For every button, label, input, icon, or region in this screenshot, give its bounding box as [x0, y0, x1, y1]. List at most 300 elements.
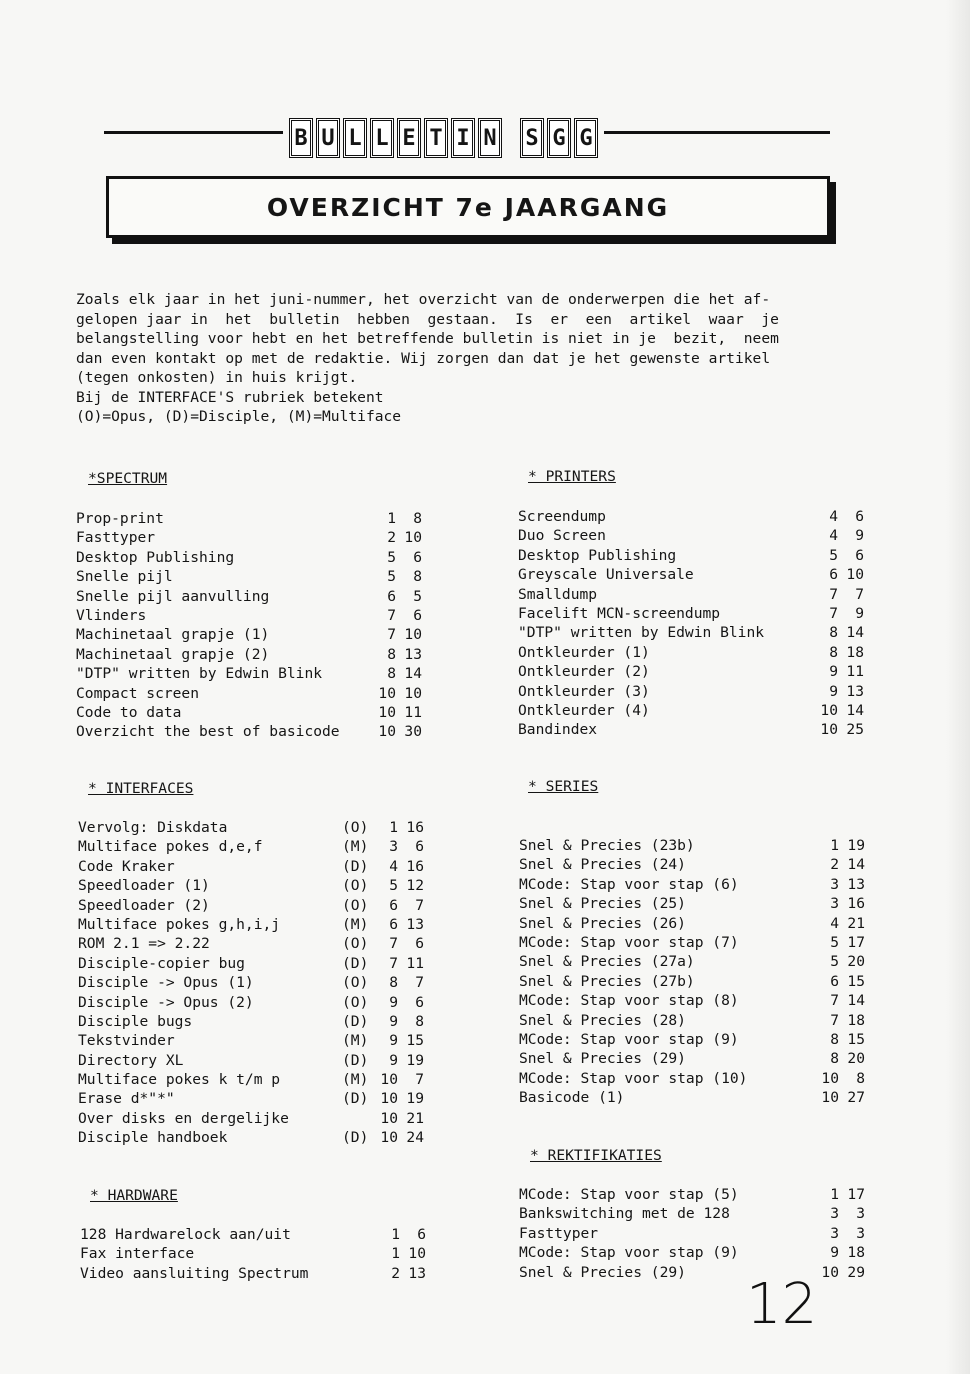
intro-line: Zoals elk jaar in het juni-nummer, het overzicht van de onderwerpen die het af-: [76, 291, 771, 308]
article-title: MCode: Stap voor stap (5): [519, 1186, 739, 1203]
issue-number: 10: [820, 701, 838, 719]
index-row: [519, 1243, 869, 1262]
issue-number: 1: [830, 837, 839, 854]
issue-number: 4: [829, 527, 838, 545]
page-ref: 10: [404, 626, 422, 644]
article-title: Smalldump: [518, 585, 598, 603]
article-title: Desktop Publishing: [76, 548, 235, 566]
article-title: Desktop Publishing: [518, 546, 677, 564]
index-row: [518, 565, 868, 584]
issue-number: 10: [380, 1129, 398, 1147]
issue-number: 8: [830, 1030, 839, 1048]
index-row: [76, 625, 436, 644]
issue-number: 10: [821, 1263, 839, 1281]
intro-line: (O)=Opus, (D)=Disciple, (M)=Multiface: [76, 408, 402, 425]
article-title: Facelift MCN-screendump: [518, 604, 721, 622]
section-heading-interfaces: * INTERFACES: [88, 780, 194, 797]
index-row: [80, 1244, 440, 1263]
page-ref: 29: [847, 1263, 865, 1281]
page-ref: 6: [855, 508, 864, 525]
issue-number: 8: [387, 645, 396, 663]
article-title: Multiface pokes k t/m p: [78, 1071, 281, 1089]
page-ref: 3: [856, 1224, 865, 1242]
issue-number: 5: [387, 568, 396, 586]
section-heading-hardware: * HARDWARE: [90, 1187, 178, 1204]
index-row: [78, 1012, 438, 1031]
logo-letter: I: [451, 118, 475, 158]
article-title: MCode: Stap voor stap (6): [519, 875, 739, 893]
section-list-hardware: [80, 1225, 440, 1283]
index-row: [518, 720, 868, 739]
interface-code: (D): [342, 1012, 369, 1030]
issue-number: 8: [389, 974, 398, 992]
index-row: [78, 1089, 438, 1108]
page-ref: 19: [406, 1090, 424, 1108]
issue-number: 4: [830, 914, 839, 932]
page-ref: 16: [406, 819, 424, 836]
index-row: [80, 1225, 440, 1244]
article-title: Snel & Precies (28): [519, 1011, 686, 1029]
page-ref: 17: [847, 1186, 865, 1203]
article-title: Snel & Precies (27b): [519, 972, 695, 990]
issue-number: 1: [389, 819, 398, 836]
issue-number: 5: [830, 933, 839, 951]
article-title: Ontkleurder (1): [518, 643, 650, 661]
page-ref: 16: [406, 857, 424, 875]
article-title: Ontkleurder (2): [518, 663, 650, 681]
article-title: Video aansluiting Spectrum: [80, 1264, 309, 1282]
article-title: Greyscale Universale: [518, 566, 694, 584]
index-row: [519, 1185, 869, 1204]
page-ref: 19: [406, 1051, 424, 1069]
page-ref: 13: [408, 1264, 426, 1282]
issue-number: 10: [378, 703, 396, 721]
article-title: Disciple -> Opus (1): [78, 974, 254, 992]
article-title: 128 Hardwarelock aan/uit: [80, 1226, 291, 1243]
article-title: MCode: Stap voor stap (9): [519, 1244, 739, 1262]
index-row: [519, 894, 869, 913]
logo-letter: G: [574, 118, 598, 158]
article-title: Snel & Precies (23b): [519, 837, 695, 854]
index-row: [78, 1128, 438, 1147]
index-row: [78, 1109, 438, 1128]
index-row: [78, 1031, 438, 1050]
article-title: Screendump: [518, 508, 606, 525]
page-ref: 7: [855, 585, 864, 603]
issue-number: 1: [387, 510, 396, 527]
interface-code: (M): [342, 1071, 369, 1089]
index-row: [519, 1049, 869, 1068]
intro-line: gelopen jaar in het bulletin hebben gestaan. Is er een artikel waar je: [76, 310, 779, 328]
intro-paragraph: [76, 290, 856, 427]
page-ref: 7: [415, 1071, 424, 1089]
article-title: Compact screen: [76, 684, 200, 702]
issue-number: 3: [830, 895, 839, 913]
page-ref: 14: [847, 992, 865, 1010]
logo-letter: S: [520, 118, 544, 158]
page-ref: 3: [856, 1205, 865, 1223]
page-ref: 11: [404, 703, 422, 721]
index-row: [76, 722, 436, 741]
interface-code: (O): [342, 974, 369, 992]
index-row: [519, 914, 869, 933]
interface-code: (D): [342, 1090, 369, 1108]
issue-number: 7: [387, 606, 396, 624]
issue-number: 5: [830, 953, 839, 971]
index-row: [78, 993, 438, 1012]
index-row: [76, 528, 436, 547]
index-row: [518, 585, 868, 604]
section-list-interfaces: [78, 818, 438, 1148]
issue-number: 9: [389, 1032, 398, 1050]
page-ref: 18: [847, 1244, 865, 1262]
logo-letter: G: [547, 118, 571, 158]
issue-number: 7: [387, 626, 396, 644]
article-title: Snelle pijl aanvulling: [76, 587, 270, 605]
issue-number: 2: [830, 856, 839, 874]
article-title: MCode: Stap voor stap (10): [519, 1069, 748, 1087]
index-row: [518, 604, 868, 623]
logo-letter: E: [397, 118, 421, 158]
article-title: Ontkleurder (4): [518, 701, 650, 719]
page-ref: 7: [415, 974, 424, 992]
index-row: [76, 684, 436, 703]
page-ref: 18: [847, 1011, 865, 1029]
section-heading-spectrum: *SPECTRUM: [88, 470, 168, 487]
index-row: [519, 972, 869, 991]
page-ref: 11: [406, 954, 424, 972]
page-ref: 9: [855, 604, 864, 622]
issue-number: 6: [389, 915, 398, 933]
logo-letter: L: [343, 118, 367, 158]
article-title: Snel & Precies (25): [519, 895, 686, 913]
index-row: [76, 606, 436, 625]
interface-code: (O): [342, 993, 369, 1011]
page-ref: 25: [846, 721, 864, 739]
interface-code: (O): [342, 819, 369, 836]
page-ref: 9: [855, 527, 864, 545]
index-row: [78, 934, 438, 953]
article-title: Snel & Precies (29): [519, 1263, 686, 1281]
interface-code: (O): [342, 935, 369, 953]
index-row: [78, 973, 438, 992]
bulletin-sgg-logo: [283, 116, 604, 164]
issue-number: 3: [830, 1224, 839, 1242]
article-title: Snel & Precies (26): [519, 914, 686, 932]
issue-number: 10: [820, 721, 838, 739]
issue-number: 10: [378, 723, 396, 741]
issue-number: 1: [830, 1186, 839, 1203]
section-list-spectrum: [76, 509, 436, 742]
article-title: Basicode (1): [519, 1089, 625, 1107]
page-ref: 8: [413, 568, 422, 586]
issue-number: 6: [829, 566, 838, 584]
page-ref: 8: [856, 1069, 865, 1087]
article-title: ROM 2.1 => 2.22: [78, 935, 210, 953]
issue-number: 2: [391, 1264, 400, 1282]
article-title: Prop-print: [76, 510, 164, 527]
issue-number: 9: [829, 663, 838, 681]
issue-number: 10: [380, 1109, 398, 1127]
article-title: Speedloader (2): [78, 896, 210, 914]
article-title: Snel & Precies (29): [519, 1050, 686, 1068]
issue-number: 4: [389, 857, 398, 875]
page-ref: 14: [846, 701, 864, 719]
page-title: OVERZICHT 7e JAARGANG: [266, 192, 670, 222]
issue-number: 7: [389, 935, 398, 953]
section-list-series: [519, 836, 869, 1107]
index-row: [78, 896, 438, 915]
page-ref: 13: [846, 682, 864, 700]
issue-number: 5: [389, 877, 398, 895]
article-title: "DTP" written by Edwin Blink: [518, 624, 765, 642]
page-ref: 21: [847, 914, 865, 932]
issue-number: 7: [829, 604, 838, 622]
index-row: [518, 701, 868, 720]
page-ref: 6: [415, 838, 424, 856]
page-ref: 21: [406, 1109, 424, 1127]
page-ref: 30: [404, 723, 422, 741]
article-title: Disciple-copier bug: [78, 954, 245, 972]
index-row: [519, 991, 869, 1010]
article-title: Vlinders: [76, 606, 147, 624]
logo-letter: N: [478, 118, 502, 158]
page-ref: 8: [415, 1012, 424, 1030]
index-row: [519, 875, 869, 894]
issue-number: 3: [830, 1205, 839, 1223]
issue-number: 5: [387, 548, 396, 566]
article-title: MCode: Stap voor stap (8): [519, 992, 739, 1010]
article-title: Fasttyper: [76, 529, 156, 547]
page-ref: 13: [406, 915, 424, 933]
page-ref: 6: [413, 548, 422, 566]
issue-number: 1: [391, 1226, 400, 1243]
article-title: "DTP" written by Edwin Blink: [76, 665, 323, 683]
issue-number: 7: [830, 1011, 839, 1029]
page-ref: 14: [404, 665, 422, 683]
page-ref: 27: [847, 1089, 865, 1107]
page-ref: 6: [413, 606, 422, 624]
page-ref: 8: [413, 510, 422, 527]
interface-code: (M): [342, 915, 369, 933]
article-title: Directory XL: [78, 1051, 184, 1069]
issue-number: 9: [389, 993, 398, 1011]
issue-number: 10: [380, 1090, 398, 1108]
index-row: [78, 818, 438, 837]
issue-number: 6: [830, 972, 839, 990]
intro-line: Bij de INTERFACE'S rubriek betekent: [76, 388, 384, 406]
page-number: 12: [746, 1272, 818, 1337]
page-ref: 11: [846, 663, 864, 681]
article-title: Overzicht the best of basicode: [76, 723, 340, 741]
article-title: MCode: Stap voor stap (9): [519, 1030, 739, 1048]
page-ref: 12: [406, 877, 424, 895]
issue-number: 7: [830, 992, 839, 1010]
index-row: [518, 546, 868, 565]
article-title: Snelle pijl: [76, 568, 173, 586]
page-ref: 7: [415, 896, 424, 914]
page-ref: 10: [404, 529, 422, 547]
index-row: [518, 623, 868, 642]
section-heading-rektifikaties: * REKTIFIKATIES: [530, 1147, 662, 1164]
page-ref: 15: [847, 1030, 865, 1048]
logo-letter: B: [289, 118, 313, 158]
index-row: [519, 1088, 869, 1107]
page-ref: 15: [406, 1032, 424, 1050]
issue-number: 9: [389, 1051, 398, 1069]
index-row: [76, 703, 436, 722]
index-row: [78, 1051, 438, 1070]
section-list-rektifikaties: [519, 1185, 869, 1282]
index-row: [80, 1264, 440, 1283]
page-ref: 19: [847, 837, 865, 854]
index-row: [78, 915, 438, 934]
page-ref: 24: [406, 1129, 424, 1147]
article-title: Ontkleurder (3): [518, 682, 650, 700]
issue-number: 10: [821, 1089, 839, 1107]
article-title: Duo Screen: [518, 527, 606, 545]
issue-number: 8: [829, 624, 838, 642]
logo-letter: L: [370, 118, 394, 158]
article-title: Disciple bugs: [78, 1012, 193, 1030]
article-title: Erase d*"*": [78, 1090, 175, 1108]
article-title: Tekstvinder: [78, 1032, 175, 1050]
index-row: [519, 1204, 869, 1223]
issue-number: 7: [829, 585, 838, 603]
interface-code: (D): [342, 857, 369, 875]
index-row: [76, 587, 436, 606]
issue-number: 9: [389, 1012, 398, 1030]
article-title: Code Kraker: [78, 857, 175, 875]
index-row: [76, 664, 436, 683]
logo-letter: U: [316, 118, 340, 158]
index-row: [76, 645, 436, 664]
index-row: [78, 954, 438, 973]
issue-number: 2: [387, 529, 396, 547]
interface-code: (O): [342, 896, 369, 914]
interface-code: (O): [342, 877, 369, 895]
intro-line: dan even kontakt op met de redaktie. Wij zorgen dan dat je het gewenste artikel: [76, 349, 771, 367]
article-title: Machinetaal grapje (1): [76, 626, 270, 644]
page-ref: 6: [855, 546, 864, 564]
issue-number: 8: [387, 665, 396, 683]
index-row: [519, 1011, 869, 1030]
issue-number: 5: [829, 546, 838, 564]
issue-number: 9: [829, 682, 838, 700]
index-row: [519, 1030, 869, 1049]
article-title: Fasttyper: [519, 1224, 599, 1242]
issue-number: 8: [830, 1050, 839, 1068]
index-row: [78, 876, 438, 895]
interface-code: (M): [342, 838, 369, 856]
interface-code: (D): [342, 954, 369, 972]
issue-number: 6: [387, 587, 396, 605]
page-ref: 6: [415, 935, 424, 953]
article-title: Bankswitching met de 128: [519, 1205, 730, 1223]
interface-code: (D): [342, 1051, 369, 1069]
issue-number: 6: [389, 896, 398, 914]
section-list-printers: [518, 507, 868, 740]
index-row: [76, 548, 436, 567]
article-title: Code to data: [76, 703, 182, 721]
article-title: Over disks en dergelijke: [78, 1109, 289, 1127]
title-banner: [106, 176, 830, 238]
article-title: Snel & Precies (27a): [519, 953, 695, 971]
page-ref: 18: [846, 643, 864, 661]
index-row: [518, 643, 868, 662]
index-row: [519, 855, 869, 874]
issue-number: 9: [830, 1244, 839, 1262]
issue-number: 1: [391, 1245, 400, 1263]
page-ref: 10: [846, 566, 864, 584]
section-heading-printers: * PRINTERS: [528, 468, 616, 485]
page-ref: 5: [413, 587, 422, 605]
interface-code: (M): [342, 1032, 369, 1050]
section-heading-series: * SERIES: [528, 778, 599, 795]
page-ref: 20: [847, 1050, 865, 1068]
index-row: [519, 933, 869, 952]
index-row: [519, 1069, 869, 1088]
article-title: Disciple -> Opus (2): [78, 993, 254, 1011]
intro-line: (tegen onkosten) in huis krijgt.: [76, 369, 358, 386]
page-edge-shadow: [946, 0, 970, 1374]
page-ref: 14: [847, 856, 865, 874]
page-ref: 20: [847, 953, 865, 971]
issue-number: 10: [380, 1071, 398, 1089]
index-row: [78, 837, 438, 856]
index-row: [76, 567, 436, 586]
issue-number: 8: [829, 643, 838, 661]
page-ref: 16: [847, 895, 865, 913]
page-ref: 6: [415, 993, 424, 1011]
logo-spacer: [505, 116, 517, 164]
page-ref: 10: [404, 684, 422, 702]
index-row: [78, 1070, 438, 1089]
index-row: [518, 507, 868, 526]
page-ref: 13: [404, 645, 422, 663]
article-title: Machinetaal grapje (2): [76, 645, 270, 663]
index-row: [518, 526, 868, 545]
article-title: Fax interface: [80, 1245, 195, 1263]
article-title: Vervolg: Diskdata: [78, 819, 228, 836]
page-ref: 17: [847, 933, 865, 951]
index-row: [519, 836, 869, 855]
article-title: Snel & Precies (24): [519, 856, 686, 874]
issue-number: 3: [830, 875, 839, 893]
page-ref: 13: [847, 875, 865, 893]
page-ref: 10: [408, 1245, 426, 1263]
article-title: Multiface pokes d,e,f: [78, 838, 263, 856]
issue-number: 10: [821, 1069, 839, 1087]
index-row: [78, 857, 438, 876]
page-ref: 6: [417, 1226, 426, 1243]
index-row: [76, 509, 436, 528]
logo-letter: T: [424, 118, 448, 158]
article-title: Multiface pokes g,h,i,j: [78, 915, 281, 933]
article-title: MCode: Stap voor stap (7): [519, 933, 739, 951]
index-row: [519, 1224, 869, 1243]
index-row: [518, 682, 868, 701]
issue-number: 4: [829, 508, 838, 525]
issue-number: 10: [378, 684, 396, 702]
issue-number: 7: [389, 954, 398, 972]
issue-number: 3: [389, 838, 398, 856]
page-ref: 15: [847, 972, 865, 990]
index-row: [519, 952, 869, 971]
intro-line: belangstelling voor hebt en het betreffende bulletin is niet in je bezit, neem: [76, 330, 779, 347]
interface-code: (D): [342, 1129, 369, 1147]
article-title: Speedloader (1): [78, 877, 210, 895]
